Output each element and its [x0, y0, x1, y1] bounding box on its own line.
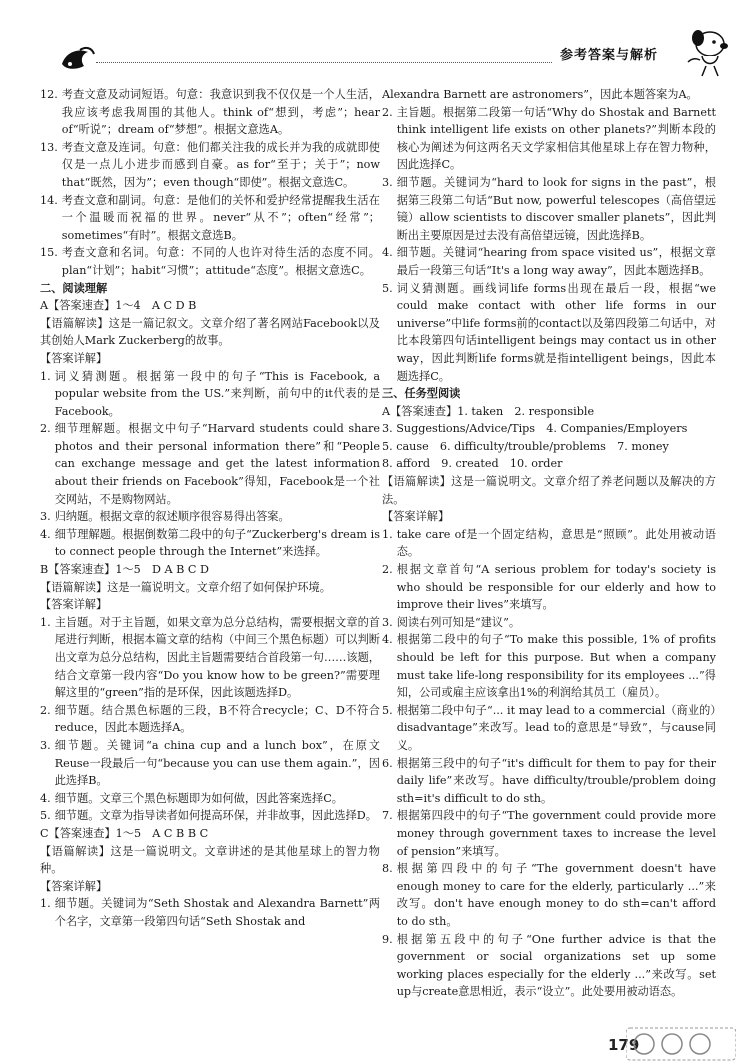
text-line: 【语篇解读】这是一篇说明文。文章介绍了如何保护环境。	[40, 580, 331, 594]
item-number: 4.	[382, 633, 393, 647]
item-number: 5.	[40, 809, 51, 823]
item-number: 2.	[382, 105, 393, 119]
item-text: 细节题。文章为指导读者如何提高环保，并非故事，因此选择D。	[54, 809, 377, 823]
item-text: 主旨题。对于主旨题，如果文章为总分总结构，需要根据文章的首尾进行判断，根据本篇文章的结构（中间三个黑色标题）可以判断出文章为总分总结构，因此主旨题需要结合首段第一句……该题，结合文章第一段内容“Do you know how to be green?”需要理解这里的“green”指的是环保，因此该题选择D。	[54, 615, 380, 700]
item-text: 考查文意和名词。句意：不同的人也许对待生活的态度不同。plan“计划”；habit“习惯”；attitude“态度”。根据文意选C。	[61, 246, 380, 277]
section-heading: 三、任务型阅读	[382, 387, 461, 401]
text-line: B【答案速查】1～5 D A B C D	[40, 563, 209, 577]
item-number: 8.	[382, 862, 393, 876]
text-line: 【答案详解】	[382, 510, 450, 524]
right-column	[382, 86, 716, 1001]
item-number: 3.	[40, 738, 51, 752]
item-number: 1.	[382, 527, 393, 541]
item-text: 细节理解题。根据倒数第二段中的句子“Zuckerberg's dream is to connect people through the Internet”来选择。	[54, 527, 380, 559]
item-text: 根据第二段中的句子“To make this possible, 1% of profits should be left for this purpose. But when a company must take life-long responsibility for its employees ...”得知，公司或雇主应该拿出1%的利润给其员工（雇员）。	[396, 633, 716, 700]
text-line: A【答案速查】1～4 A C D B	[40, 299, 197, 313]
item-text: take care of是一个固定结构，意思是“照顾”。此处用被动语态。	[396, 527, 716, 559]
answer-item	[40, 737, 380, 790]
item-number: 2.	[382, 563, 393, 577]
answer-item	[40, 86, 380, 139]
item-text: 细节题。结合黑色标题的三段，B不符合recycle；C、D不符合reduce，因此本题选择A。	[54, 703, 380, 735]
item-number: 1.	[40, 897, 51, 911]
answer-item	[382, 807, 716, 860]
item-text: 阅读右列可知是“建议”。	[396, 615, 521, 629]
item-number: 6.	[382, 756, 393, 770]
text-line: 3. Suggestions/Advice/Tips 4. Companies/Employers	[382, 422, 688, 436]
item-text: 细节题。关键词“hearing from space visited us”，根据文章最后一段第三句话“It's a long way away”，因此本题选择B。	[396, 246, 716, 277]
item-text: 根据第二段中句子“... it may lead to a commercial（商业的）disadvantage”来改写。lead to的意思是“导致”，与cause同义。	[396, 703, 716, 752]
page-number: 179	[608, 1036, 640, 1054]
item-text: 词义猜测题。根据第一段中的句子“This is Facebook, a popular website from the US.”来判断，前句中的it代表的是Facebook。	[54, 369, 380, 418]
item-number: 1.	[40, 369, 51, 383]
item-number: 3.	[382, 175, 393, 189]
item-text: 考查文意及连词。句意：他们都关注我的成长并为我的成就即使仅是一点儿小进步而感到自豪。as for“至于；关于”；now that“既然，因为”；even though“即使”。根据文意选C。	[61, 140, 380, 189]
section-heading: 二、阅读理解	[40, 281, 108, 295]
item-number: 5.	[382, 281, 393, 295]
item-number: 1.	[40, 615, 51, 629]
answer-item	[382, 244, 716, 279]
item-number: 9.	[382, 932, 393, 946]
item-number: 14.	[40, 193, 58, 207]
item-text: 细节题。文章三个黑色标题即为如何做，因此答案选择C。	[54, 791, 343, 805]
page-header	[0, 0, 750, 82]
answer-item	[40, 614, 380, 702]
answer-item	[40, 702, 380, 737]
ink-blot-logo-icon	[58, 44, 96, 72]
answer-item	[40, 508, 380, 526]
text-line: 【语篇解读】这是一篇说明文。文章介绍了养老问题以及解决的方法。	[382, 475, 716, 506]
text-line: 【语篇解读】这是一篇说明文。文章讲述的是其他星球上的智力物种。	[40, 844, 380, 876]
answer-item	[382, 702, 716, 755]
answer-item	[40, 790, 380, 808]
item-text: 细节题。关键词为“Seth Shostak and Alexandra Barnett”两个名字，文章第一段第四句话“Seth Shostak and	[54, 897, 380, 928]
item-number: 12.	[40, 88, 58, 101]
text-line: 8. afford 9. created 10. order	[382, 457, 563, 471]
item-text: 主旨题。根据第二段第一句话“Why do Shostak and Barnett think intelligent life exists on other planets?”判断本段的核心为阐述为何这两名天文学家相信其他星球上存在智力物种，因此选择C。	[396, 105, 716, 172]
answer-item	[382, 561, 716, 614]
item-text: 考查文意和副词。句意：是他们的关怀和爱护经常提醒我生活在一个温暖而祝福的世界。never“从不”；often“经常”；sometimes“有时”。根据文意选B。	[61, 193, 380, 242]
answer-item	[382, 174, 716, 244]
answer-item	[382, 280, 716, 386]
text-line: 【语篇解读】这是一篇记叙文。文章介绍了著名网站Facebook以及其创始人Mark Zuckerberg的故事。	[40, 316, 380, 348]
item-text: 细节理解题。根据文中句子“Harvard students could share photos and their personal information there”和“People can exchange message and get the latest information about their friends on Facebook”得知，Facebook是一个社交网站，不是购物网站。	[54, 422, 380, 506]
header-dotted-rule	[96, 62, 552, 63]
item-number: 3.	[382, 615, 393, 629]
answer-item	[40, 895, 380, 930]
page-title: 参考答案与解析	[560, 48, 659, 63]
watermark-logo-icon	[626, 1026, 736, 1062]
answer-item	[40, 420, 380, 508]
item-number: 7.	[382, 809, 393, 823]
answer-item	[40, 244, 380, 279]
answer-item	[382, 614, 716, 632]
text-line: 【答案详解】	[40, 598, 108, 612]
answer-item	[382, 526, 716, 561]
item-text: 考查文意及动词短语。句意：我意识到我不仅仅是一个人生活，我应该考虑我周围的其他人。think of“想到，考虑”；hear of“听说”；dream of“梦想”。根据文意选A。	[61, 88, 380, 137]
item-number: 4.	[382, 246, 393, 260]
item-number: 3.	[40, 510, 51, 524]
item-number: 15.	[40, 246, 58, 260]
answer-item	[40, 526, 380, 561]
item-text: 根据文章首句“A serious problem for today's society is who should be responsible for our elderly and how to improve their lives”来填写。	[396, 563, 716, 612]
answer-item	[40, 368, 380, 421]
text-line: 5. cause 6. difficulty/trouble/problems 7. money	[382, 439, 669, 453]
answer-item	[382, 931, 716, 1001]
answer-item	[382, 860, 716, 930]
item-text: 词义猜测题。画线词life forms出现在最后一段，根据“we could make contact with other life forms in our universe”中life forms前的contact以及第四段第二句话中，对比本段第四句话intelligent beings may contact us in other way，因此判断life forms就是指intelligent beings，因此本题选择C。	[396, 281, 716, 383]
left-column	[40, 86, 380, 931]
item-text: 根据第四段中的句子“The government could provide more money through government taxes to increase the level of pension”来填写。	[396, 809, 716, 858]
answer-item	[382, 755, 716, 808]
item-text: 根据第四段中的句子“The government doesn't have enough money to care for the elderly, particularly ...”来改写。don't have enough money to do sth=can't afford to do sth。	[396, 862, 716, 928]
item-number: 13.	[40, 140, 58, 154]
answer-item	[40, 192, 380, 245]
answer-item	[40, 807, 380, 825]
item-text: 根据第三段中的句子“it's difficult for them to pay for their daily life”来改写。have difficulty/trouble/problem doing sth=it's difficult to do sth。	[396, 756, 716, 805]
answer-item	[382, 631, 716, 701]
cartoon-mascot-icon	[680, 24, 740, 80]
text-line: 【答案详解】	[40, 351, 108, 365]
item-number: 2.	[40, 422, 51, 436]
text-line: C【答案速查】1～5 A C B B C	[40, 826, 209, 840]
text-line: 【答案详解】	[40, 879, 108, 893]
text-line: A【答案速查】1. taken 2. responsible	[382, 404, 595, 418]
item-number: 4.	[40, 791, 51, 805]
item-number: 5.	[382, 703, 393, 717]
answer-item	[382, 104, 716, 174]
item-number: 2.	[40, 703, 51, 717]
item-text: 细节题。关键词为“hard to look for signs in the past”，根据第三段第二句话“But now, powerful telescopes（高倍望远镜）allow scientists to discover smaller planets”，因此判断出主要原因是过去没有高倍望远镜，因此选择B。	[396, 175, 716, 242]
item-number: 4.	[40, 527, 51, 541]
text-line: Alexandra Barnett are astronomers”，因此本题答案为A。	[382, 88, 698, 101]
answer-item	[40, 139, 380, 192]
item-text: 归纳题。根据文章的叙述顺序很容易得出答案。	[54, 510, 290, 524]
item-text: 根据第五段中的句子“One further advice is that the government or social organizations set up some working places especially for the elderly ...”来改写。set up与create意思相近，表示“设立”。此处要用被动语态。	[396, 932, 716, 999]
item-text: 细节题。关键词“a china cup and a lunch box”，在原文Reuse一段最后一句“because you can use them again.”，因此选择B。	[54, 738, 380, 788]
